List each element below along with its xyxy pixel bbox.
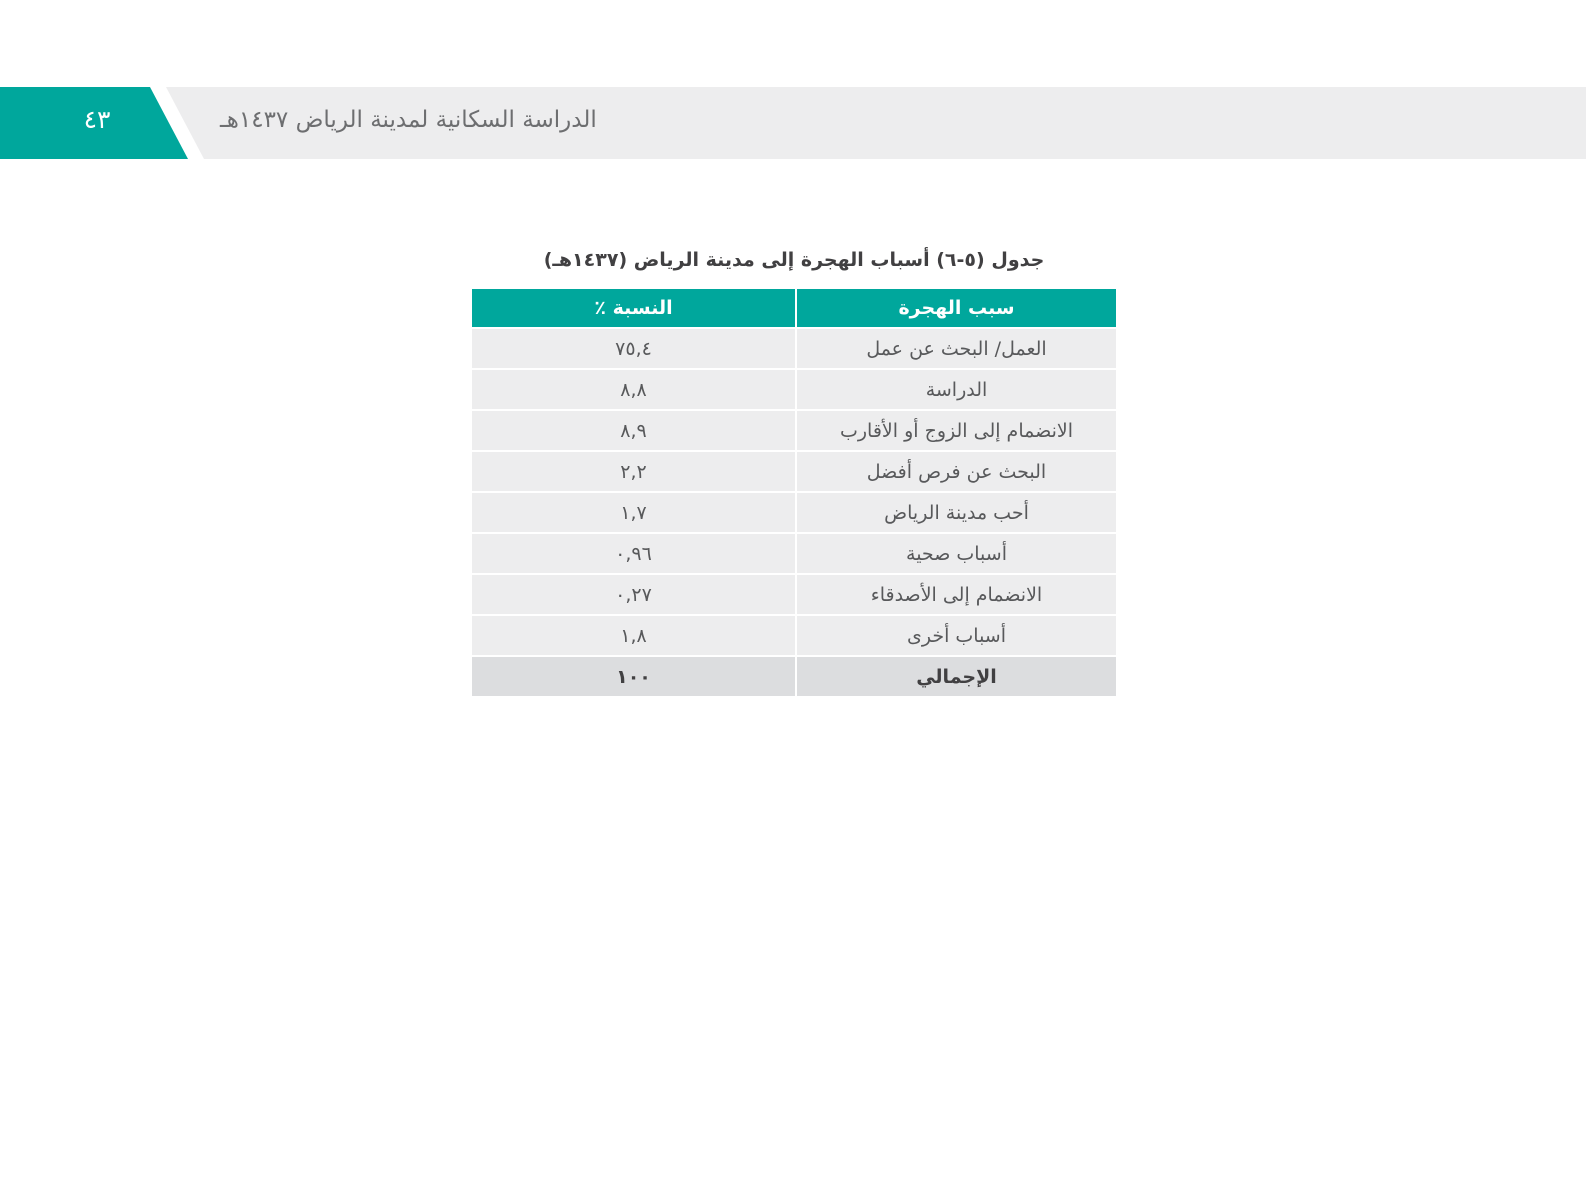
total-percent-cell: ١٠٠ xyxy=(472,656,796,696)
column-header-reason: سبب الهجرة xyxy=(796,289,1116,328)
reason-cell: أحب مدينة الرياض xyxy=(796,492,1116,533)
table-row xyxy=(472,451,1116,492)
percent-cell: ١,٨ xyxy=(472,615,796,656)
table-row xyxy=(472,369,1116,410)
running-header-title: الدراسة السكانية لمدينة الرياض ١٤٣٧هـ xyxy=(220,107,597,133)
table-row xyxy=(472,574,1116,615)
reason-cell: البحث عن فرص أفضل xyxy=(796,451,1116,492)
percent-cell: ٨,٩ xyxy=(472,410,796,451)
table-row xyxy=(472,492,1116,533)
table-row xyxy=(472,615,1116,656)
percent-cell: ٧٥,٤ xyxy=(472,328,796,369)
reason-cell: الانضمام إلى الأصدقاء xyxy=(796,574,1116,615)
table-row xyxy=(472,410,1116,451)
reason-cell: أسباب أخرى xyxy=(796,615,1116,656)
reason-cell: العمل/ البحث عن عمل xyxy=(796,328,1116,369)
percent-cell: ٠,٢٧ xyxy=(472,574,796,615)
reason-cell: الدراسة xyxy=(796,369,1116,410)
percent-cell: ٠,٩٦ xyxy=(472,533,796,574)
page-number: ٤٣ xyxy=(83,105,111,134)
table-total-row xyxy=(472,656,1116,696)
column-header-percent: النسبة ٪ xyxy=(472,289,796,328)
table-row xyxy=(472,533,1116,574)
reason-cell: الانضمام إلى الزوج أو الأقارب xyxy=(796,410,1116,451)
migration-reasons-table xyxy=(472,289,1116,696)
table-caption: جدول (٥-٦) أسباب الهجرة إلى مدينة الرياض (١٤٣٧هـ) xyxy=(543,249,1045,271)
percent-cell: ٨,٨ xyxy=(472,369,796,410)
table-header-row xyxy=(472,289,1116,328)
reason-cell: أسباب صحية xyxy=(796,533,1116,574)
percent-cell: ٢,٢ xyxy=(472,451,796,492)
percent-cell: ١,٧ xyxy=(472,492,796,533)
table-row xyxy=(472,328,1116,369)
total-label-cell: الإجمالي xyxy=(796,656,1116,696)
